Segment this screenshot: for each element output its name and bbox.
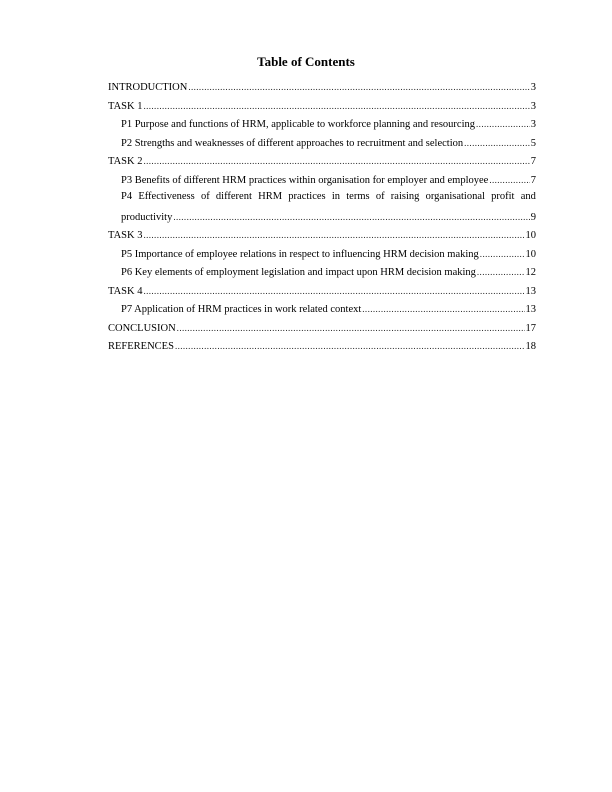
toc-entry-page: 7 xyxy=(530,174,536,186)
toc-entry-label: P1 Purpose and functions of HRM, applicable to workforce planning and resourcing xyxy=(121,119,476,130)
toc-word: practices xyxy=(288,191,326,202)
toc-entry-label: P7 Application of HRM practices in work related context xyxy=(121,304,362,315)
toc-word: in xyxy=(331,191,341,202)
toc-entry-page: 9 xyxy=(530,211,536,223)
dot-leader xyxy=(188,80,529,90)
toc-word: terms xyxy=(346,191,370,202)
toc-entry-p5[interactable] xyxy=(108,247,536,266)
toc-entry-label: REFERENCES xyxy=(108,341,174,352)
toc-entry-label: TASK 1 xyxy=(108,100,143,112)
dot-leader xyxy=(177,321,525,331)
toc-entry-p3[interactable] xyxy=(108,173,536,192)
dot-leader xyxy=(143,228,524,238)
toc-entry-task-3[interactable] xyxy=(108,228,536,247)
toc-word: of xyxy=(200,191,210,202)
toc-word: raising xyxy=(390,191,420,202)
toc-entry-label: INTRODUCTION xyxy=(108,82,188,93)
toc-word: different xyxy=(215,191,252,202)
toc-entry-p7[interactable] xyxy=(108,302,536,321)
dot-leader xyxy=(477,265,525,275)
dot-leader xyxy=(362,302,524,312)
toc-entry-page: 3 xyxy=(530,82,536,93)
toc-entry-label: P3 Benefits of different HRM practices within organisation for employer and employee xyxy=(121,174,489,186)
toc-word: P4 xyxy=(121,191,133,202)
toc-entry-page: 13 xyxy=(525,304,536,315)
toc-entry-task-1[interactable] xyxy=(108,99,536,118)
toc-entry-label-line1 xyxy=(121,191,536,210)
toc-list xyxy=(108,80,536,358)
toc-entry-page: 18 xyxy=(525,341,536,352)
toc-entry-label: TASK 3 xyxy=(108,230,143,241)
toc-entry-page: 7 xyxy=(530,156,536,167)
dot-leader xyxy=(480,247,525,257)
toc-entry-page: 3 xyxy=(530,100,536,112)
toc-entry-page: 3 xyxy=(530,119,536,130)
toc-entry-label: TASK 2 xyxy=(108,156,143,167)
toc-word: organisational xyxy=(425,191,485,202)
toc-entry-page: 12 xyxy=(525,267,536,278)
toc-entry-label: TASK 4 xyxy=(108,285,143,297)
toc-word: and xyxy=(520,191,536,202)
dot-leader xyxy=(173,210,529,220)
dot-leader xyxy=(175,339,525,349)
toc-entry-label: P5 Importance of employee relations in respect to influencing HRM decision making xyxy=(121,248,479,260)
dot-leader xyxy=(143,284,524,294)
toc-entry-task-2[interactable] xyxy=(108,154,536,173)
toc-word: Effectiveness xyxy=(138,191,195,202)
toc-entry-p2[interactable] xyxy=(108,136,536,155)
dot-leader xyxy=(464,136,530,146)
toc-entry-p4[interactable] xyxy=(108,191,536,228)
toc-entry-label: P2 Strengths and weaknesses of different approaches to recruitment and selection xyxy=(121,137,464,149)
toc-entry-label: productivity xyxy=(121,211,173,223)
toc-entry-task-4[interactable] xyxy=(108,284,536,303)
toc-entry-conclusion[interactable] xyxy=(108,321,536,340)
dot-leader xyxy=(143,154,529,164)
toc-entry-page: 13 xyxy=(525,285,536,297)
toc-entry-label-line2 xyxy=(121,210,536,229)
dot-leader xyxy=(143,99,529,109)
toc-word: HRM xyxy=(258,191,283,202)
toc-entry-page: 5 xyxy=(530,137,536,149)
toc-entry-references[interactable] xyxy=(108,339,536,358)
toc-entry-page: 10 xyxy=(525,248,536,260)
toc-word: profit xyxy=(491,191,515,202)
toc-entry-p6[interactable] xyxy=(108,265,536,284)
toc-entry-page: 17 xyxy=(525,322,536,334)
toc-entry-p1[interactable] xyxy=(108,117,536,136)
toc-entry-page: 10 xyxy=(525,230,536,241)
dot-leader xyxy=(489,173,529,183)
toc-entry-introduction[interactable] xyxy=(108,80,536,99)
page-title: Table of Contents xyxy=(257,54,355,69)
toc-entry-label: CONCLUSION xyxy=(108,322,176,334)
dot-leader xyxy=(476,117,530,127)
toc-entry-label: P6 Key elements of employment legislation and impact upon HRM decision making xyxy=(121,267,476,278)
toc-word: of xyxy=(375,191,385,202)
